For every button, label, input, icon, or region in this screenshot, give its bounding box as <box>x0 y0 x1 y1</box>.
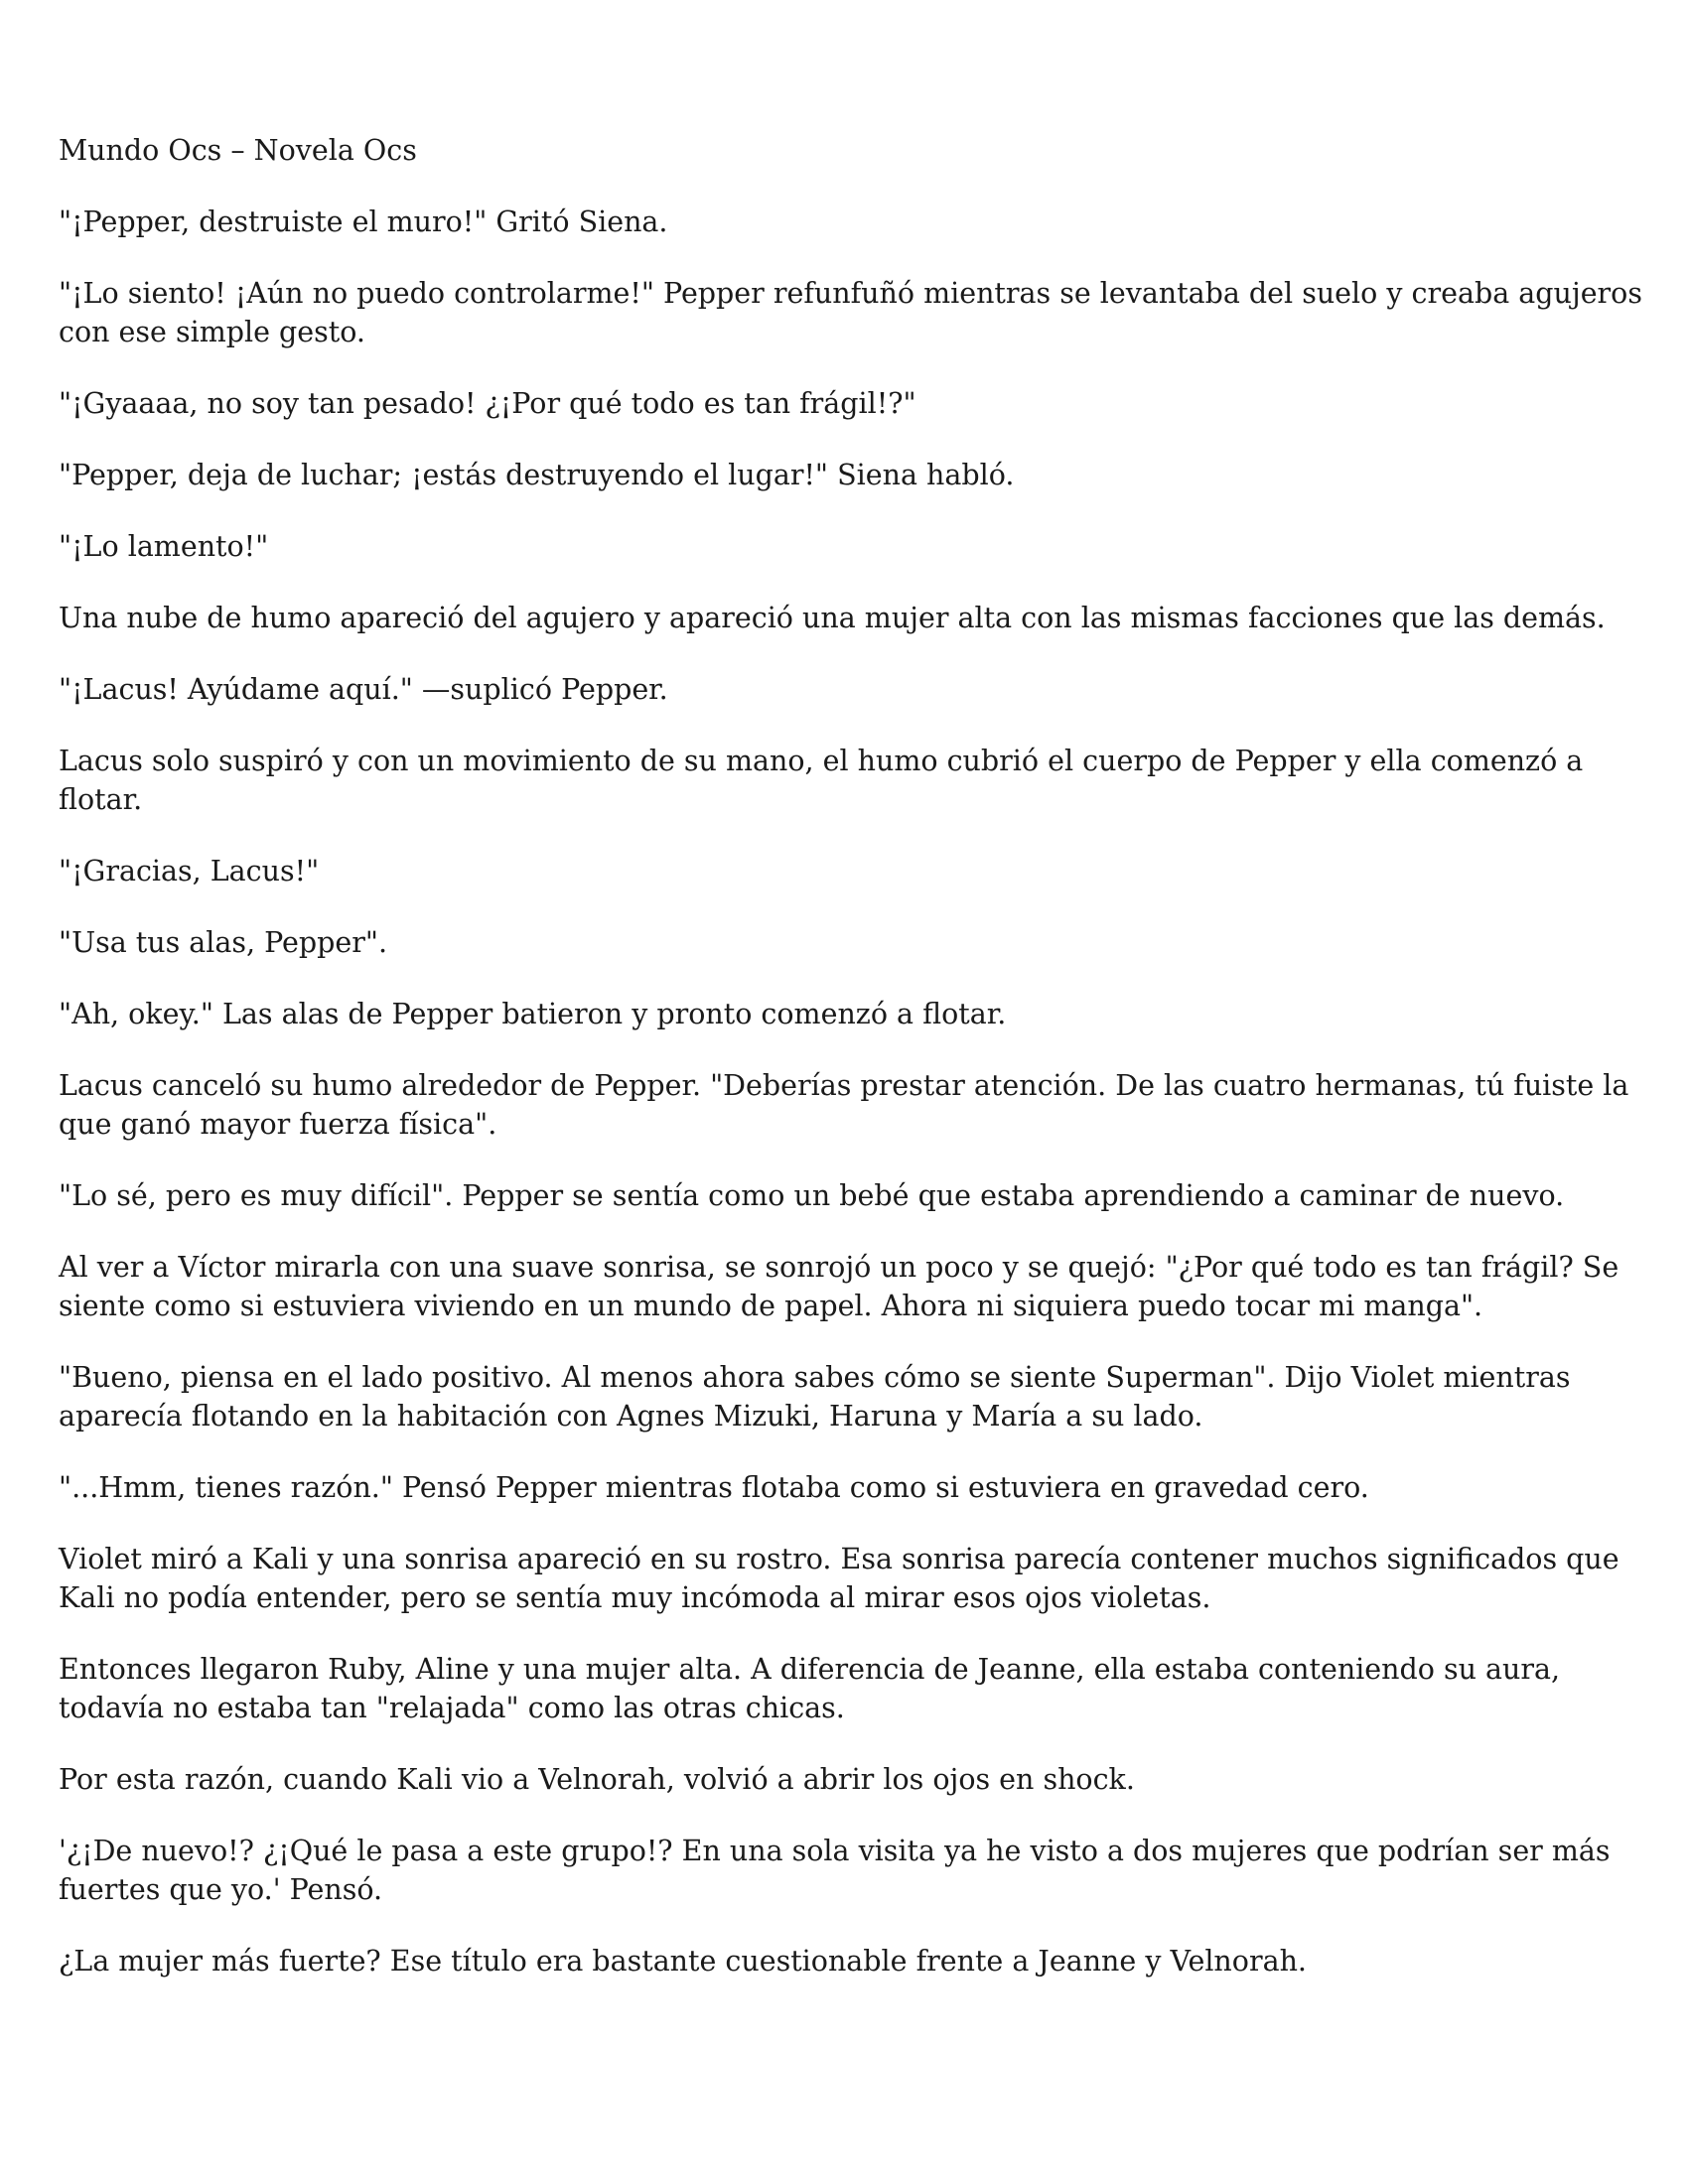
paragraph: "¡Lacus! Ayúdame aquí." —suplicó Pepper. <box>59 673 668 706</box>
document-title: Mundo Ocs – Novela Ocs <box>59 134 417 167</box>
paragraph: "¡Lo siento! ¡Aún no puedo controlarme!" Pepper refunfuñó mientras se levantaba del suelo y creaba agujeros con ese simple gesto. <box>59 277 1642 348</box>
paragraph: "¡Lo lamento!" <box>59 530 269 563</box>
paragraph: Por esta razón, cuando Kali vio a Velnorah, volvió a abrir los ojos en shock. <box>59 1763 1135 1796</box>
paragraph: '¿¡De nuevo!? ¿¡Qué le pasa a este grupo!? En una sola visita ya he visto a dos mujeres que podrían ser más fuertes que yo.' Pensó. <box>59 1835 1611 1906</box>
paragraph: "¡Gracias, Lacus!" <box>59 855 320 887</box>
paragraph: "Ah, okey." Las alas de Pepper batieron y pronto comenzó a flotar. <box>59 998 1007 1030</box>
paragraph: Una nube de humo apareció del agujero y apareció una mujer alta con las mismas facciones que las demás. <box>59 602 1606 634</box>
paragraph: Al ver a Víctor mirarla con una suave sonrisa, se sonrojó un poco y se quejó: "¿Por qué todo es tan frágil? Se siente como si estuviera viviendo en un mundo de papel. Ahora ni siquiera puedo tocar mi manga". <box>59 1251 1619 1322</box>
document-page <box>59 131 1647 2013</box>
paragraph: "¡Pepper, destruiste el muro!" Gritó Siena. <box>59 205 668 238</box>
paragraph: Violet miró a Kali y una sonrisa apareció en su rostro. Esa sonrisa parecía contener muchos significados que Kali no podía entender, pero se sentía muy incómoda al mirar esos ojos violetas. <box>59 1543 1619 1614</box>
paragraph: "Pepper, deja de luchar; ¡estás destruyendo el lugar!" Siena habló. <box>59 459 1015 491</box>
paragraph: "Lo sé, pero es muy difícil". Pepper se sentía como un bebé que estaba aprendiendo a caminar de nuevo. <box>59 1179 1565 1212</box>
paragraph: "¡Gyaaaa, no soy tan pesado! ¿¡Por qué todo es tan frágil!?" <box>59 387 916 420</box>
paragraph: "Bueno, piensa en el lado positivo. Al menos ahora sabes cómo se siente Superman". Dijo Violet mientras aparecía flotando en la habitación con Agnes Mizuki, Haruna y María a su lado. <box>59 1361 1571 1433</box>
paragraph: Entonces llegaron Ruby, Aline y una mujer alta. A diferencia de Jeanne, ella estaba conteniendo su aura, todavía no estaba tan "relajada" como las otras chicas. <box>59 1653 1561 1724</box>
paragraph: "...Hmm, tienes razón." Pensó Pepper mientras flotaba como si estuviera en gravedad cero. <box>59 1471 1369 1504</box>
paragraph: ¿La mujer más fuerte? Ese título era bastante cuestionable frente a Jeanne y Velnorah. <box>59 1945 1307 1978</box>
paragraph: Lacus solo suspiró y con un movimiento de su mano, el humo cubrió el cuerpo de Pepper y ella comenzó a flotar. <box>59 745 1584 816</box>
paragraph: "Usa tus alas, Pepper". <box>59 926 388 959</box>
paragraph: Lacus canceló su humo alrededor de Pepper. "Deberías prestar atención. De las cuatro hermanas, tú fuiste la que ganó mayor fuerza física". <box>59 1069 1629 1141</box>
